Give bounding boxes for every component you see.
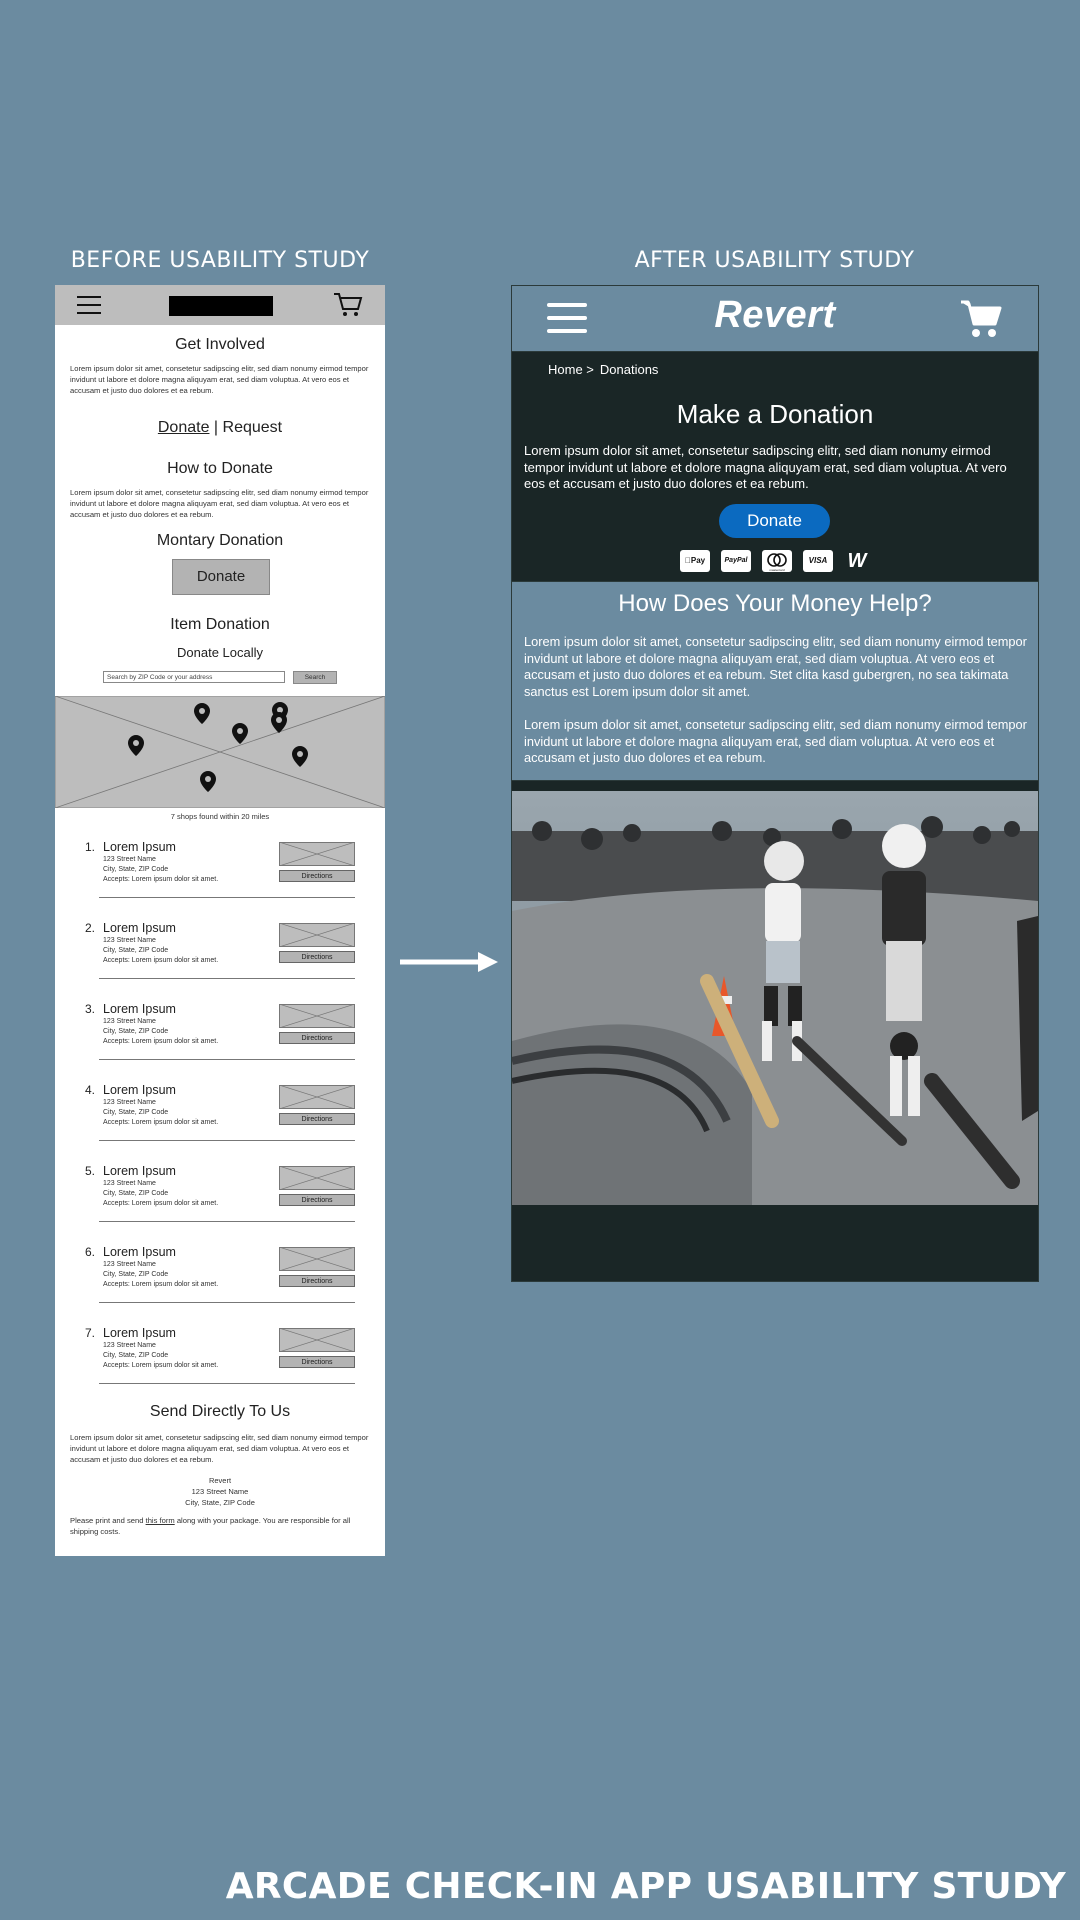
- shop-list-item: [55, 921, 385, 1002]
- shop-accepts: Accepts: Lorem ipsum dolor sit amet.: [103, 1119, 219, 1126]
- shop-accepts: Accepts: Lorem ipsum dolor sit amet.: [103, 876, 219, 883]
- address-city: City, State, ZIP Code: [185, 1498, 255, 1507]
- directions-button[interactable]: Directions: [279, 1356, 355, 1368]
- tab-request[interactable]: Request: [222, 419, 283, 436]
- shop-city: City, State, ZIP Code: [103, 866, 169, 873]
- shop-number: 5.: [85, 1164, 96, 1178]
- after-mockup: [511, 285, 1039, 1282]
- shop-street: 123 Street Name: [103, 1180, 156, 1187]
- tab-donate[interactable]: Donate: [157, 419, 210, 436]
- money-help-paragraph-2: Lorem ipsum dolor sit amet, consetetur sadipscing elitr, sed diam nonumy eirmod tempor invidunt ut labore et dolore magna aliquyam erat, sed diam voluptua. At vero eos et accusam et justo duo dolores et ea rebum.: [524, 717, 1027, 765]
- shop-list-item: [55, 1002, 385, 1083]
- shop-city: City, State, ZIP Code: [103, 1028, 169, 1035]
- shop-list-item: [55, 840, 385, 921]
- after-heading: AFTER USABILITY STUDY: [634, 248, 915, 273]
- money-help-title: How Does Your Money Help?: [618, 590, 932, 617]
- app-header: [512, 286, 1038, 352]
- shop-street: 123 Street Name: [103, 856, 156, 863]
- shop-city: City, State, ZIP Code: [103, 1271, 169, 1278]
- shop-divider: [99, 1140, 355, 1141]
- how-to-donate-title: How to Donate: [167, 460, 273, 477]
- directions-button[interactable]: Directions: [279, 870, 355, 882]
- shop-number: 7.: [85, 1326, 96, 1340]
- map-placeholder[interactable]: [55, 696, 385, 808]
- shop-street: 123 Street Name: [103, 1342, 156, 1349]
- shop-name[interactable]: Lorem Ipsum: [103, 1326, 176, 1340]
- shop-image-placeholder: [279, 1166, 355, 1190]
- shop-accepts: Accepts: Lorem ipsum dolor sit amet.: [103, 957, 219, 964]
- arrow-right-icon: [400, 951, 500, 973]
- shop-accepts: Accepts: Lorem ipsum dolor sit amet.: [103, 1281, 219, 1288]
- brand-logo[interactable]: Revert: [714, 294, 836, 336]
- shop-number: 4.: [85, 1083, 96, 1097]
- directions-button[interactable]: Directions: [279, 951, 355, 963]
- tab-separator: |: [209, 419, 223, 436]
- donate-request-tabs: [55, 419, 385, 437]
- apple-pay-icon[interactable]: Pay: [680, 550, 710, 572]
- this-form-link[interactable]: this form: [145, 1516, 175, 1525]
- shop-image-placeholder: [279, 1085, 355, 1109]
- how-to-donate-text: Lorem ipsum dolor sit amet, consetetur sadipscing elitr, sed diam nonumy eirmod tempor invidunt ut labore et dolore magna aliquyam erat, sed diam voluptua. At vero eos et accusam et justo duo dolores et ea rebum.: [70, 488, 369, 519]
- address-street: 123 Street Name: [191, 1487, 249, 1496]
- send-directly-title: Send Directly To Us: [149, 1403, 291, 1420]
- logo-placeholder: [169, 296, 273, 316]
- get-involved-text: Lorem ipsum dolor sit amet, consetetur sadipscing elitr, sed diam nonumy eirmod tempor invidunt ut labore et dolore magna aliquyam erat, sed diam voluptua. At vero eos et accusam et justo duo dolores et ea rebum.: [70, 364, 369, 395]
- shop-name[interactable]: Lorem Ipsum: [103, 1164, 176, 1178]
- shop-image-placeholder: [279, 1247, 355, 1271]
- shop-image-placeholder: [279, 1004, 355, 1028]
- shop-list-item: [55, 1083, 385, 1164]
- shipping-note: [70, 1515, 370, 1537]
- breadcrumb: [548, 362, 664, 377]
- money-help-section: [512, 581, 1038, 781]
- shop-divider: [99, 1302, 355, 1303]
- shop-divider: [99, 978, 355, 979]
- shop-name[interactable]: Lorem Ipsum: [103, 840, 176, 854]
- shop-image-placeholder: [279, 1328, 355, 1352]
- donation-text: Lorem ipsum dolor sit amet, consetetur sadipscing elitr, sed diam nonumy eirmod tempor invidunt ut labore et dolore magna aliquyam erat, sed diam voluptua. At vero eos et accusam et justo duo dolores et ea rebum.: [524, 443, 1007, 491]
- zip-search-input[interactable]: Search by ZIP Code or your address: [103, 671, 285, 683]
- shop-list-item: [55, 1326, 385, 1407]
- shop-number: 2.: [85, 921, 96, 935]
- shop-image-placeholder: [279, 842, 355, 866]
- shop-name[interactable]: Lorem Ipsum: [103, 1002, 176, 1016]
- shop-number: 3.: [85, 1002, 96, 1016]
- mastercard-icon[interactable]: mastercard: [762, 550, 792, 572]
- shop-street: 123 Street Name: [103, 1099, 156, 1106]
- directions-button[interactable]: Directions: [279, 1275, 355, 1287]
- shop-name[interactable]: Lorem Ipsum: [103, 1083, 176, 1097]
- shop-street: 123 Street Name: [103, 1261, 156, 1268]
- shop-city: City, State, ZIP Code: [103, 947, 169, 954]
- before-heading: BEFORE USABILITY STUDY: [70, 248, 370, 273]
- shop-city: City, State, ZIP Code: [103, 1352, 169, 1359]
- note-prefix: Please print and send: [70, 1516, 146, 1525]
- cart-icon[interactable]: [332, 291, 364, 319]
- paypal-icon[interactable]: PayPal: [721, 550, 751, 572]
- shop-image-placeholder: [279, 923, 355, 947]
- item-donation-title: Item Donation: [170, 616, 270, 633]
- shop-name[interactable]: Lorem Ipsum: [103, 921, 176, 935]
- skatepark-photo: [512, 791, 1038, 1205]
- directions-button[interactable]: Directions: [279, 1113, 355, 1125]
- breadcrumb-home[interactable]: Home >: [548, 362, 594, 377]
- wireframe-donate-button[interactable]: Donate: [172, 559, 270, 595]
- shop-accepts: Accepts: Lorem ipsum dolor sit amet.: [103, 1200, 219, 1207]
- shop-list-item: [55, 1245, 385, 1326]
- shop-divider: [99, 1383, 355, 1384]
- before-wireframe: [55, 285, 385, 1556]
- address-name: Revert: [208, 1476, 232, 1485]
- directions-button[interactable]: Directions: [279, 1194, 355, 1206]
- search-button[interactable]: Search: [293, 671, 337, 684]
- shop-city: City, State, ZIP Code: [103, 1109, 169, 1116]
- donate-button[interactable]: Donate: [719, 504, 830, 538]
- breadcrumb-current: Donations: [599, 362, 659, 377]
- shop-street: 123 Street Name: [103, 1018, 156, 1025]
- donate-locally-label: Donate Locally: [177, 645, 263, 660]
- make-donation-title: Make a Donation: [676, 399, 874, 429]
- get-involved-title: Get Involved: [175, 336, 265, 353]
- cart-icon[interactable]: [959, 298, 1003, 340]
- shop-accepts: Accepts: Lorem ipsum dolor sit amet.: [103, 1362, 219, 1369]
- note-suffix: along with your package. You are responsible for all shipping costs.: [70, 1516, 351, 1536]
- shop-name[interactable]: Lorem Ipsum: [103, 1245, 176, 1259]
- shop-divider: [99, 897, 355, 898]
- monetary-donation-title: Montary Donation: [156, 532, 284, 549]
- shop-divider: [99, 1059, 355, 1060]
- wireframe-header: [55, 285, 385, 325]
- shop-list-item: [55, 1164, 385, 1245]
- shops-found-count: 7 shops found within 20 miles: [170, 812, 270, 821]
- venmo-icon[interactable]: W: [847, 550, 867, 572]
- directions-button[interactable]: Directions: [279, 1032, 355, 1044]
- shop-street: 123 Street Name: [103, 937, 156, 944]
- send-directly-text: Lorem ipsum dolor sit amet, consetetur sadipscing elitr, sed diam nonumy eirmod tempor invidunt ut labore et dolore magna aliquyam erat, sed diam voluptua. At vero eos et accusam et justo duo dolores et ea rebum.: [70, 1433, 369, 1464]
- shop-number: 1.: [85, 840, 96, 854]
- hamburger-menu-icon[interactable]: [77, 296, 101, 314]
- visa-icon[interactable]: VISA: [803, 550, 833, 572]
- mailing-address: [55, 1475, 385, 1508]
- shop-number: 6.: [85, 1245, 96, 1259]
- shop-accepts: Accepts: Lorem ipsum dolor sit amet.: [103, 1038, 219, 1045]
- money-help-paragraph-1: Lorem ipsum dolor sit amet, consetetur sadipscing elitr, sed diam nonumy eirmod tempor invidunt ut labore et dolore magna aliquyam erat, sed diam voluptua. At vero eos et accusam et justo duo dolores et ea rebum. Stet clita kasd gubergren, no sea takimata sanctus est Lorem ipsum dolor sit amet.: [524, 634, 1027, 699]
- page-title: ARCADE CHECK-IN APP USABILITY STUDY: [225, 1866, 1066, 1907]
- shop-divider: [99, 1221, 355, 1222]
- shop-city: City, State, ZIP Code: [103, 1190, 169, 1197]
